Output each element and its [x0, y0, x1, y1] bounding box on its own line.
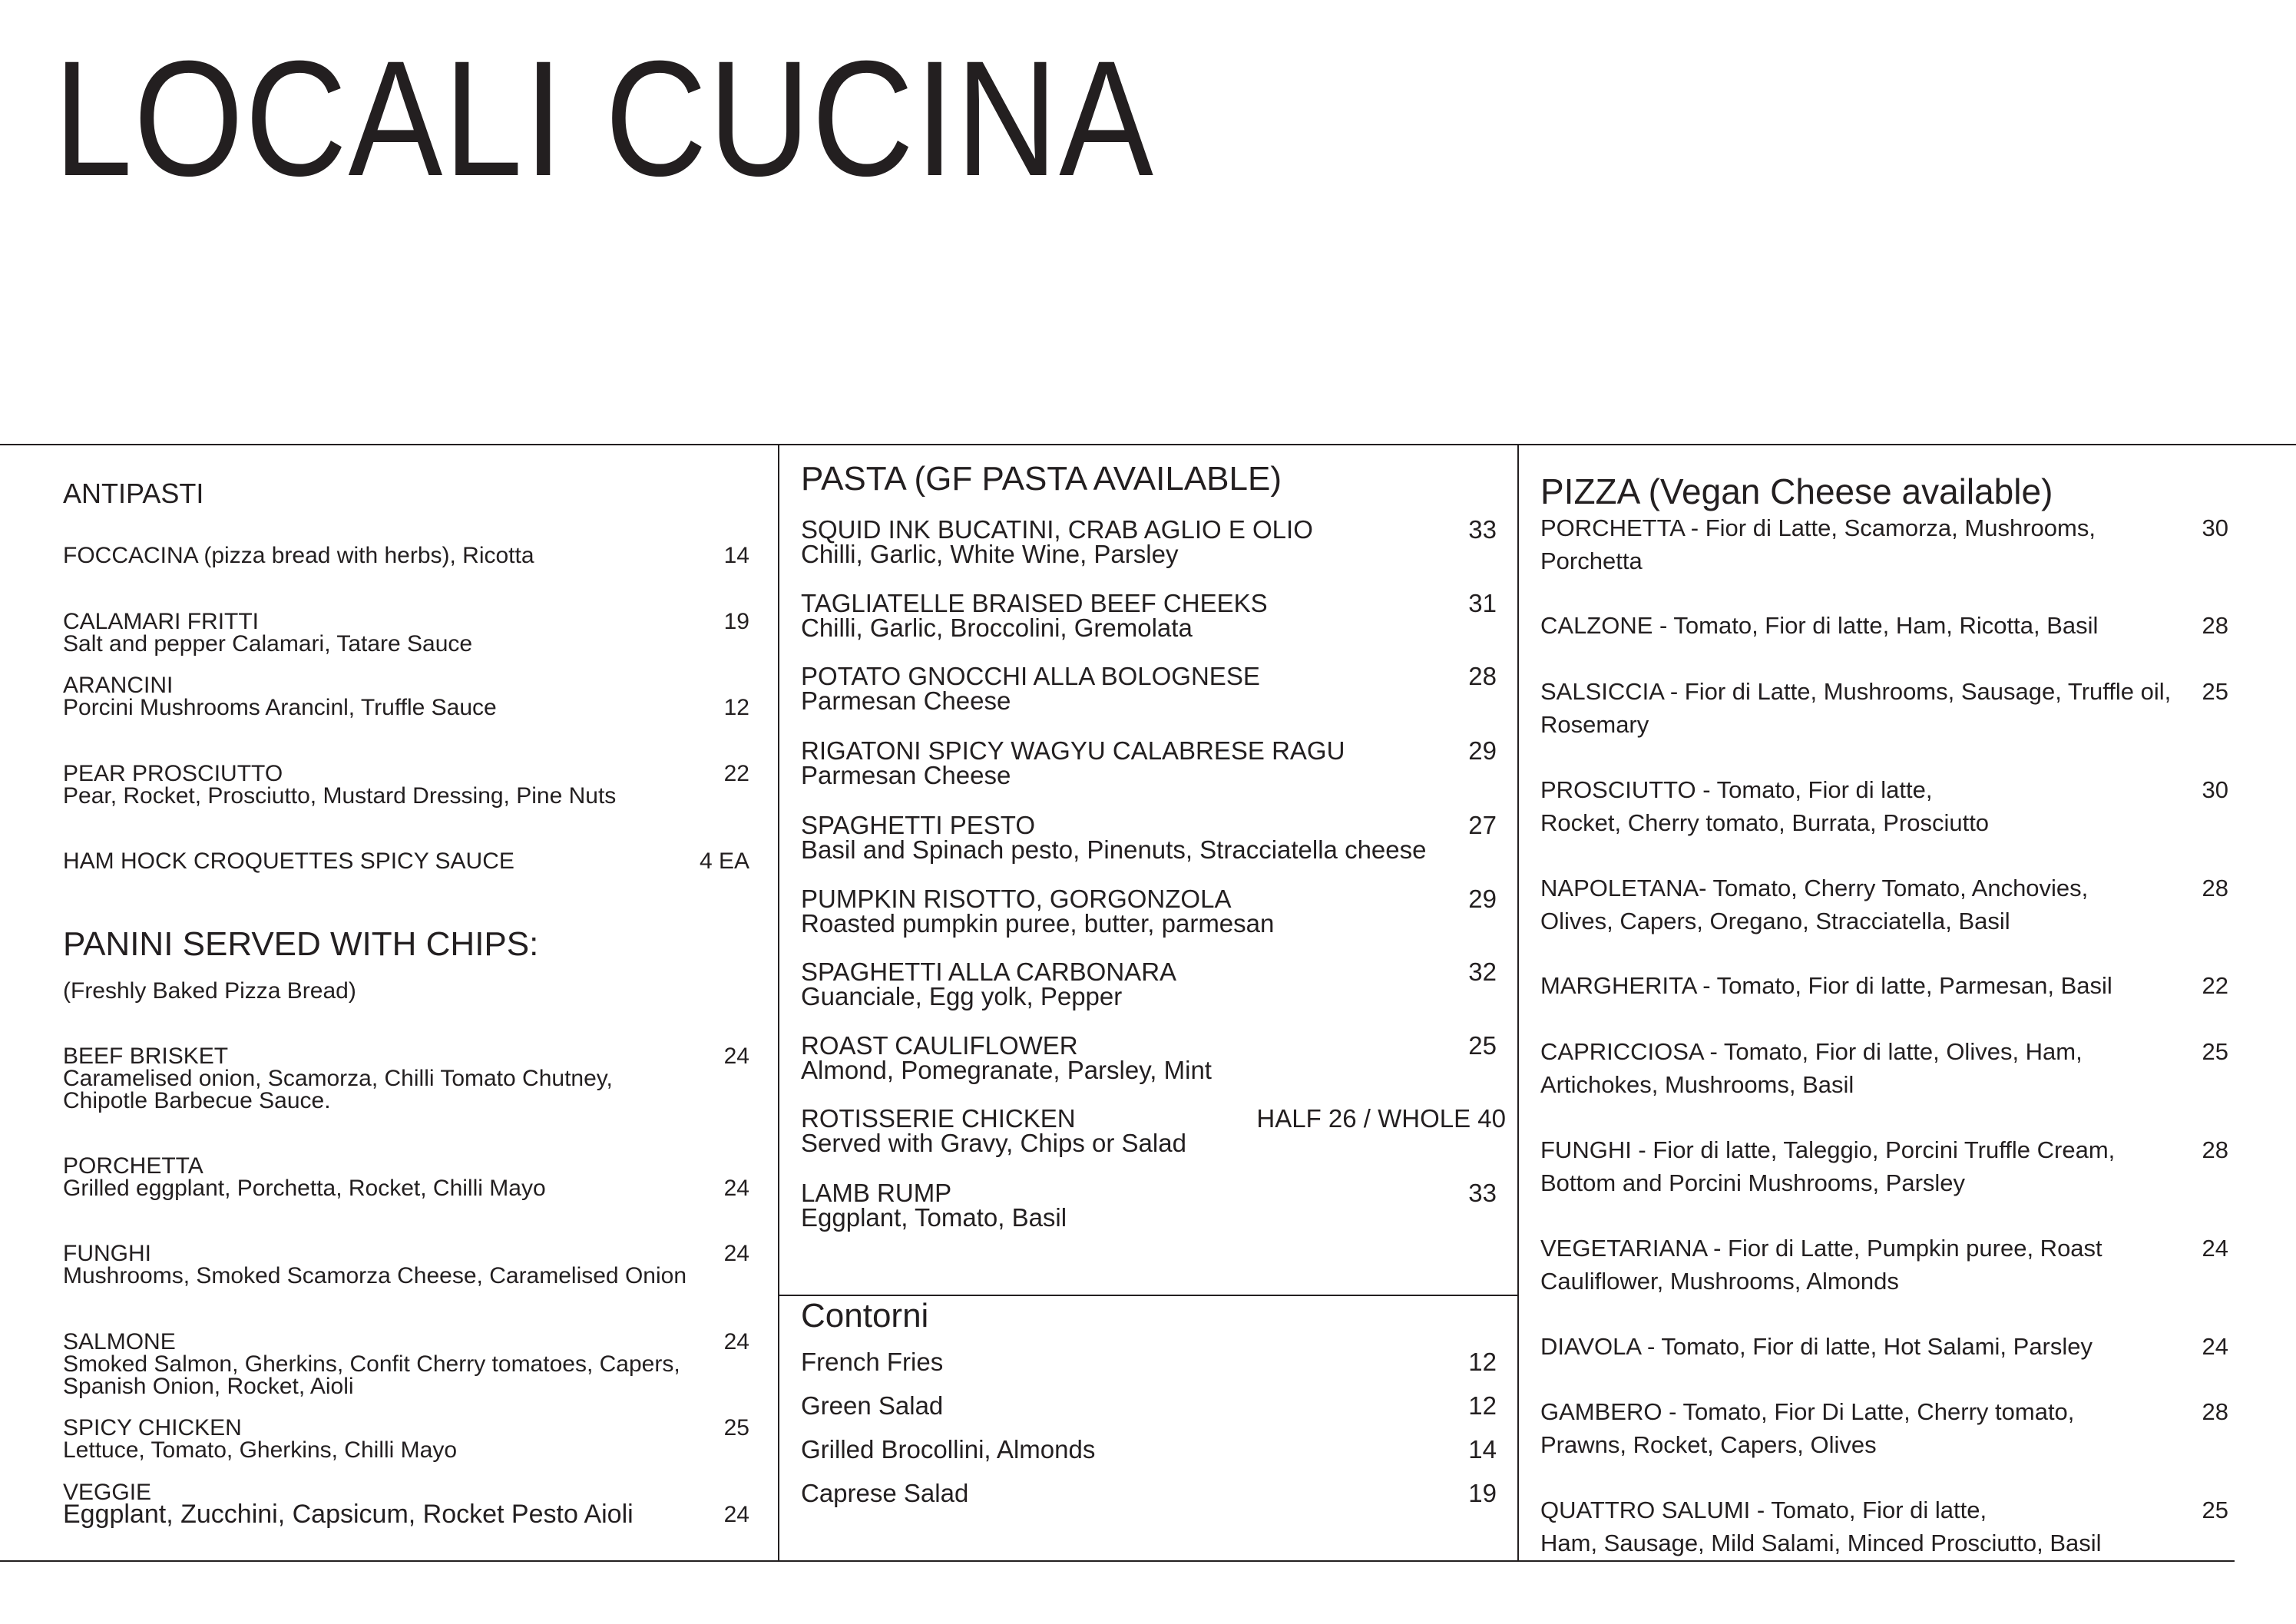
item-price: 24	[723, 1240, 749, 1266]
item-price: HALF 26 / WHOLE 40	[1256, 1104, 1506, 1133]
item-name: TAGLIATELLE BRAISED BEEF CHEEKS	[801, 589, 1268, 617]
antipasti-item	[63, 850, 749, 872]
item-name: RIGATONI SPICY WAGYU CALABRESE RAGU	[801, 736, 1345, 765]
panini-heading: PANINI SERVED WITH CHIPS:	[63, 924, 539, 963]
item-price: 28	[2202, 1397, 2228, 1425]
item-price: 30	[2202, 514, 2228, 541]
panini-item	[63, 1155, 749, 1199]
contorni-item	[801, 1434, 1497, 1465]
item-price: 22	[2202, 971, 2228, 999]
item-price: 19	[723, 608, 749, 634]
item-name: LAMB RUMP	[801, 1179, 952, 1207]
pasta-item	[801, 515, 1497, 568]
item-name: Caprese Salad	[801, 1479, 969, 1507]
item-name: MARGHERITA - Tomato, Fior di latte, Parmesan, Basil	[1540, 971, 2112, 999]
item-price: 4 EA	[699, 848, 749, 874]
item-name: QUATTRO SALUMI - Tomato, Fior di latte,	[1540, 1496, 1987, 1523]
item-description: Pear, Rocket, Prosciutto, Mustard Dressing, Pine Nuts	[63, 782, 617, 809]
item-price: 28	[1468, 662, 1497, 690]
item-description: Grilled eggplant, Porchetta, Rocket, Chilli Mayo	[63, 1175, 546, 1201]
pasta-item	[801, 887, 1497, 936]
antipasti-item	[63, 610, 749, 655]
panini-item	[63, 1414, 749, 1463]
item-name: PUMPKIN RISOTTO, GORGONZOLA	[801, 885, 1232, 913]
item-name: SALSICCIA - Fior di Latte, Mushrooms, Sausage, Truffle oil,	[1540, 677, 2172, 705]
column-divider-left	[778, 444, 779, 1562]
item-name: HAM HOCK CROQUETTES SPICY SAUCE	[63, 848, 514, 874]
contorni-item	[801, 1347, 1497, 1378]
item-price: 25	[1468, 1031, 1497, 1060]
pizza-item	[1540, 1330, 2228, 1363]
panini-item	[63, 1242, 749, 1287]
pasta-item	[801, 1031, 1497, 1084]
item-name: PORCHETTA - Fior di Latte, Scamorza, Mushrooms,	[1540, 514, 2096, 541]
item-price: 12	[1468, 1348, 1497, 1376]
item-price: 25	[2202, 1496, 2228, 1523]
item-name: GAMBERO - Tomato, Fior Di Latte, Cherry tomato,	[1540, 1397, 2075, 1425]
contorni-item	[801, 1391, 1497, 1421]
item-price: 29	[1468, 736, 1497, 765]
item-description: Ham, Sausage, Mild Salami, Minced Prosciutto, Basil	[1540, 1529, 2102, 1556]
item-description: Chipotle Barbecue Sauce.	[63, 1087, 331, 1113]
middle-column	[801, 0, 1506, 1624]
pizza-heading: PIZZA (Vegan Cheese available)	[1540, 471, 2053, 512]
item-description: Spanish Onion, Rocket, Aioli	[63, 1373, 354, 1399]
panini-subheading: (Freshly Baked Pizza Bread)	[63, 978, 356, 1004]
left-column	[63, 0, 749, 1624]
item-price: 14	[723, 542, 749, 568]
item-price: 22	[723, 760, 749, 786]
item-description: Roasted pumpkin puree, butter, parmesan	[801, 909, 1275, 938]
antipasti-item	[63, 762, 749, 807]
item-price: 25	[2202, 1037, 2228, 1065]
pizza-item	[1540, 872, 2228, 938]
item-price: 24	[2202, 1234, 2228, 1262]
item-price: 28	[2202, 611, 2228, 639]
item-price: 32	[1468, 958, 1497, 986]
item-name: Green Salad	[801, 1391, 944, 1420]
pizza-item	[1540, 511, 2228, 577]
item-description: Prawns, Rocket, Capers, Olives	[1540, 1431, 1877, 1458]
item-price: 28	[2202, 874, 2228, 901]
item-name: PORCHETTA	[63, 1153, 203, 1179]
panini-item	[63, 1045, 749, 1112]
item-price: 27	[1468, 811, 1497, 839]
item-name: CALZONE - Tomato, Fior di latte, Ham, Ricotta, Basil	[1540, 611, 2099, 639]
pizza-item	[1540, 1395, 2228, 1461]
item-price: 12	[1468, 1391, 1497, 1420]
pizza-item	[1540, 969, 2228, 1002]
item-description: Chilli, Garlic, Broccolini, Gremolata	[801, 614, 1193, 642]
item-name: SPAGHETTI PESTO	[801, 811, 1036, 839]
item-description: Parmesan Cheese	[801, 761, 1011, 789]
item-name: SPAGHETTI ALLA CARBONARA	[801, 958, 1177, 986]
pasta-item	[801, 960, 1497, 1009]
item-price: 29	[1468, 885, 1497, 913]
item-description: Salt and pepper Calamari, Tatare Sauce	[63, 630, 473, 657]
item-name: POTATO GNOCCHI ALLA BOLOGNESE	[801, 662, 1260, 690]
item-description: Lettuce, Tomato, Gherkins, Chilli Mayo	[63, 1437, 458, 1463]
pizza-item	[1540, 773, 2228, 839]
item-name: CALAMARI FRITTI	[63, 608, 260, 634]
contorni-heading: Contorni	[801, 1296, 929, 1335]
item-description: Almond, Pomegranate, Parsley, Mint	[801, 1056, 1212, 1084]
item-description: Caramelised onion, Scamorza, Chilli Tomato Chutney,	[63, 1065, 613, 1091]
item-price: 28	[2202, 1136, 2228, 1163]
pizza-item	[1540, 1133, 2228, 1199]
antipasti-heading: ANTIPASTI	[63, 478, 204, 510]
pasta-item	[801, 813, 1497, 862]
item-name: ROAST CAULIFLOWER	[801, 1031, 1078, 1060]
item-description: Porchetta	[1540, 547, 1643, 574]
item-name: BEEF BRISKET	[63, 1043, 229, 1069]
contorni-item	[801, 1478, 1497, 1509]
item-name: Grilled Brocollini, Almonds	[801, 1435, 1096, 1464]
pasta-item	[801, 591, 1497, 640]
item-price: 33	[1468, 1179, 1497, 1207]
item-price: 24	[723, 1175, 749, 1201]
item-price: 33	[1468, 515, 1497, 544]
right-column	[1540, 0, 2228, 1624]
antipasti-item	[63, 544, 749, 567]
item-name: PROSCIUTTO - Tomato, Fior di latte,	[1540, 776, 1933, 803]
item-price: 24	[723, 1043, 749, 1069]
item-price: 19	[1468, 1479, 1497, 1507]
item-name: FOCCACINA (pizza bread with herbs), Ricotta	[63, 542, 534, 568]
item-description: Mushrooms, Smoked Scamorza Cheese, Caramelised Onion	[63, 1262, 687, 1288]
antipasti-item	[63, 674, 749, 719]
pasta-heading: PASTA (GF PASTA AVAILABLE)	[801, 459, 1282, 498]
item-name: SALMONE	[63, 1328, 176, 1354]
pasta-item	[801, 736, 1497, 789]
item-description: Cauliflower, Mushrooms, Almonds	[1540, 1267, 1899, 1295]
item-name: DIAVOLA - Tomato, Fior di latte, Hot Salami, Parsley	[1540, 1332, 2093, 1360]
item-description: Olives, Capers, Oregano, Stracciatella, Basil	[1540, 907, 2010, 934]
item-description: Bottom and Porcini Mushrooms, Parsley	[1540, 1169, 1966, 1196]
pizza-item	[1540, 1232, 2228, 1298]
item-description: Smoked Salmon, Gherkins, Confit Cherry tomatoes, Capers,	[63, 1351, 680, 1377]
item-price: 24	[723, 1501, 749, 1527]
item-description: Eggplant, Zucchini, Capsicum, Rocket Pesto Aioli	[63, 1499, 634, 1529]
item-name: VEGETARIANA - Fior di Latte, Pumpkin puree, Roast	[1540, 1234, 2102, 1262]
item-description: Served with Gravy, Chips or Salad	[801, 1129, 1186, 1157]
column-divider-right	[1517, 444, 1519, 1562]
item-name: PEAR PROSCIUTTO	[63, 760, 283, 786]
item-name: FUNGHI - Fior di latte, Taleggio, Porcini Truffle Cream,	[1540, 1136, 2116, 1163]
item-description: Rosemary	[1540, 710, 1649, 738]
item-price: 14	[1468, 1435, 1497, 1464]
item-name: VEGGIE	[63, 1479, 152, 1505]
item-description: Basil and Spinach pesto, Pinenuts, Stracciatella cheese	[801, 835, 1427, 864]
pizza-item	[1540, 1035, 2228, 1101]
item-price: 31	[1468, 589, 1497, 617]
item-price: 25	[2202, 677, 2228, 705]
item-description: Parmesan Cheese	[801, 686, 1011, 715]
item-name: French Fries	[801, 1348, 944, 1376]
pizza-item	[1540, 675, 2228, 741]
pasta-item	[801, 1104, 1506, 1157]
item-name: NAPOLETANA- Tomato, Cherry Tomato, Anchovies,	[1540, 874, 2089, 901]
item-description: Guanciale, Egg yolk, Pepper	[801, 982, 1123, 1010]
item-name: FUNGHI	[63, 1240, 151, 1266]
pasta-item	[801, 1181, 1497, 1230]
item-description: Rocket, Cherry tomato, Burrata, Prosciutto	[1540, 809, 1990, 836]
item-description: Artichokes, Mushrooms, Basil	[1540, 1070, 1854, 1098]
item-name: ROTISSERIE CHICKEN	[801, 1104, 1076, 1133]
item-name: ARANCINI	[63, 672, 174, 698]
item-name: SQUID INK BUCATINI, CRAB AGLIO E OLIO	[801, 515, 1313, 544]
panini-item	[63, 1328, 749, 1399]
pizza-item	[1540, 609, 2228, 642]
item-price: 24	[723, 1328, 749, 1354]
panini-item	[63, 1479, 749, 1529]
item-price: 12	[723, 694, 749, 720]
pasta-item	[801, 664, 1497, 713]
item-description: Eggplant, Tomato, Basil	[801, 1203, 1067, 1232]
item-name: SPICY CHICKEN	[63, 1414, 242, 1440]
item-price: 25	[723, 1414, 749, 1440]
pizza-item	[1540, 1493, 2228, 1560]
item-description: Porcini Mushrooms Arancinl, Truffle Sauce	[63, 694, 497, 720]
restaurant-title: LOCALI CUCINA	[54, 27, 1155, 210]
item-price: 24	[2202, 1332, 2228, 1360]
item-name: CAPRICCIOSA - Tomato, Fior di latte, Olives, Ham,	[1540, 1037, 2083, 1065]
item-description: Chilli, Garlic, White Wine, Parsley	[801, 540, 1179, 568]
item-price: 30	[2202, 776, 2228, 803]
